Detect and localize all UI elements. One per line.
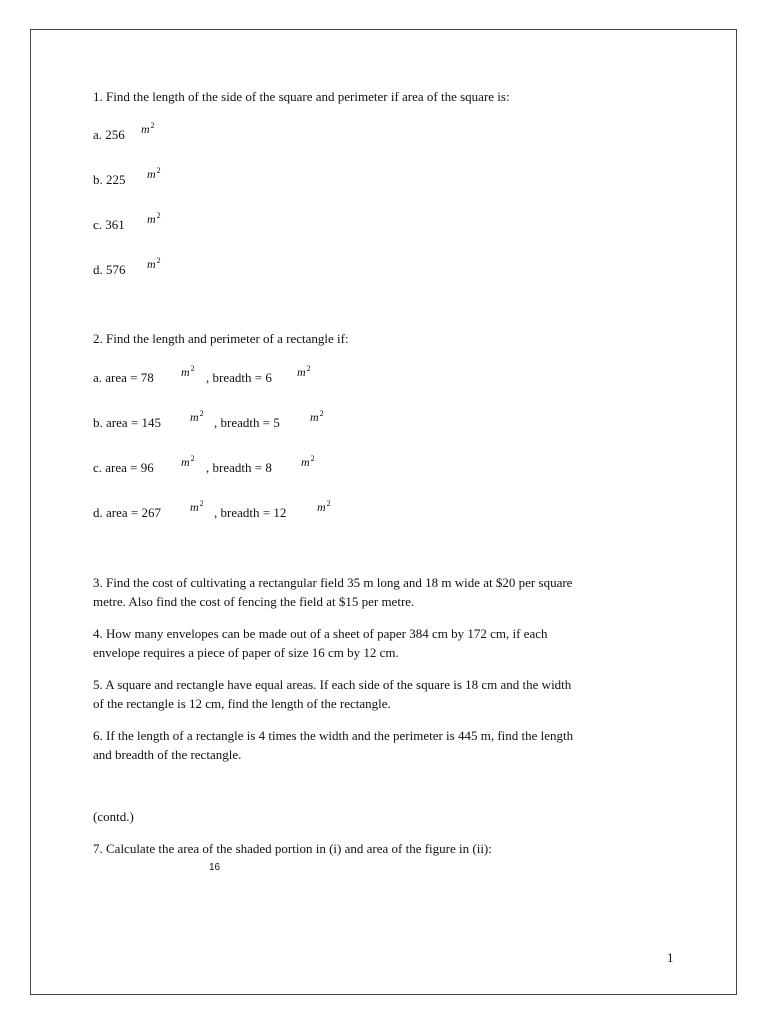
q1-item-a-unit: $m^2$ (141, 121, 155, 136)
q2-item-a-unit2: $m^2$ (297, 364, 311, 379)
q2-item-d-unit2: $m^2$ (317, 499, 331, 514)
continued-note: (contd.) (93, 809, 134, 824)
figure-dimension-label: 16 (209, 862, 221, 873)
question-6-line-2: and breadth of the rectangle. (93, 747, 242, 762)
question-6-line-1: 6. If the length of a rectangle is 4 times the width and the perimeter is 445 m, find the length (93, 728, 574, 743)
q2-item-c-unit2: $m^2$ (301, 454, 315, 469)
q2-item-a-breadth: , breadth = 6 (206, 370, 272, 385)
q2-item-b-area: b. area = 145 (93, 415, 161, 430)
q2-item-c-unit1: $m^2$ (181, 454, 195, 469)
question-5-line-2: of the rectangle is 12 cm, find the length of the rectangle. (93, 696, 391, 711)
question-2-text: 2. Find the length and perimeter of a rectangle if: (93, 331, 349, 346)
question-3-line-1: 3. Find the cost of cultivating a rectangular field 35 m long and 18 m wide at $20 per square (93, 575, 573, 590)
question-4-line-1: 4. How many envelopes can be made out of a sheet of paper 384 cm by 172 cm, if each (93, 626, 548, 641)
q1-item-d-label: d. 576 (93, 262, 126, 277)
q2-item-a-area: a. area = 78 (93, 370, 154, 385)
q2-item-c-breadth: , breadth = 8 (206, 460, 272, 475)
q2-item-b-breadth: , breadth = 5 (214, 415, 280, 430)
q2-item-b-unit2: $m^2$ (310, 409, 324, 424)
question-4-line-2: envelope requires a piece of paper of size 16 cm by 12 cm. (93, 645, 399, 660)
q1-item-b-label: b. 225 (93, 172, 126, 187)
q2-item-d-breadth: , breadth = 12 (214, 505, 287, 520)
q2-item-c-area: c. area = 96 (93, 460, 154, 475)
q2-item-d-unit1: $m^2$ (190, 499, 204, 514)
question-3-line-2: metre. Also find the cost of fencing the field at $15 per metre. (93, 594, 415, 609)
q1-item-b-unit: $m^2$ (147, 166, 161, 181)
q2-item-b-unit1: $m^2$ (190, 409, 204, 424)
question-1-text: 1. Find the length of the side of the square and perimeter if area of the square is: (93, 89, 510, 104)
q1-item-c-unit: $m^2$ (147, 211, 161, 226)
q1-item-c-label: c. 361 (93, 217, 125, 232)
question-5-line-1: 5. A square and rectangle have equal areas. If each side of the square is 18 cm and the width (93, 677, 572, 692)
page-number: 1 (667, 950, 674, 965)
q2-item-d-area: d. area = 267 (93, 505, 161, 520)
q1-item-a-label: a. 256 (93, 127, 125, 142)
q2-item-a-unit1: $m^2$ (181, 364, 195, 379)
question-7-text: 7. Calculate the area of the shaded portion in (i) and area of the figure in (ii): (93, 841, 492, 856)
q1-item-d-unit: $m^2$ (147, 256, 161, 271)
